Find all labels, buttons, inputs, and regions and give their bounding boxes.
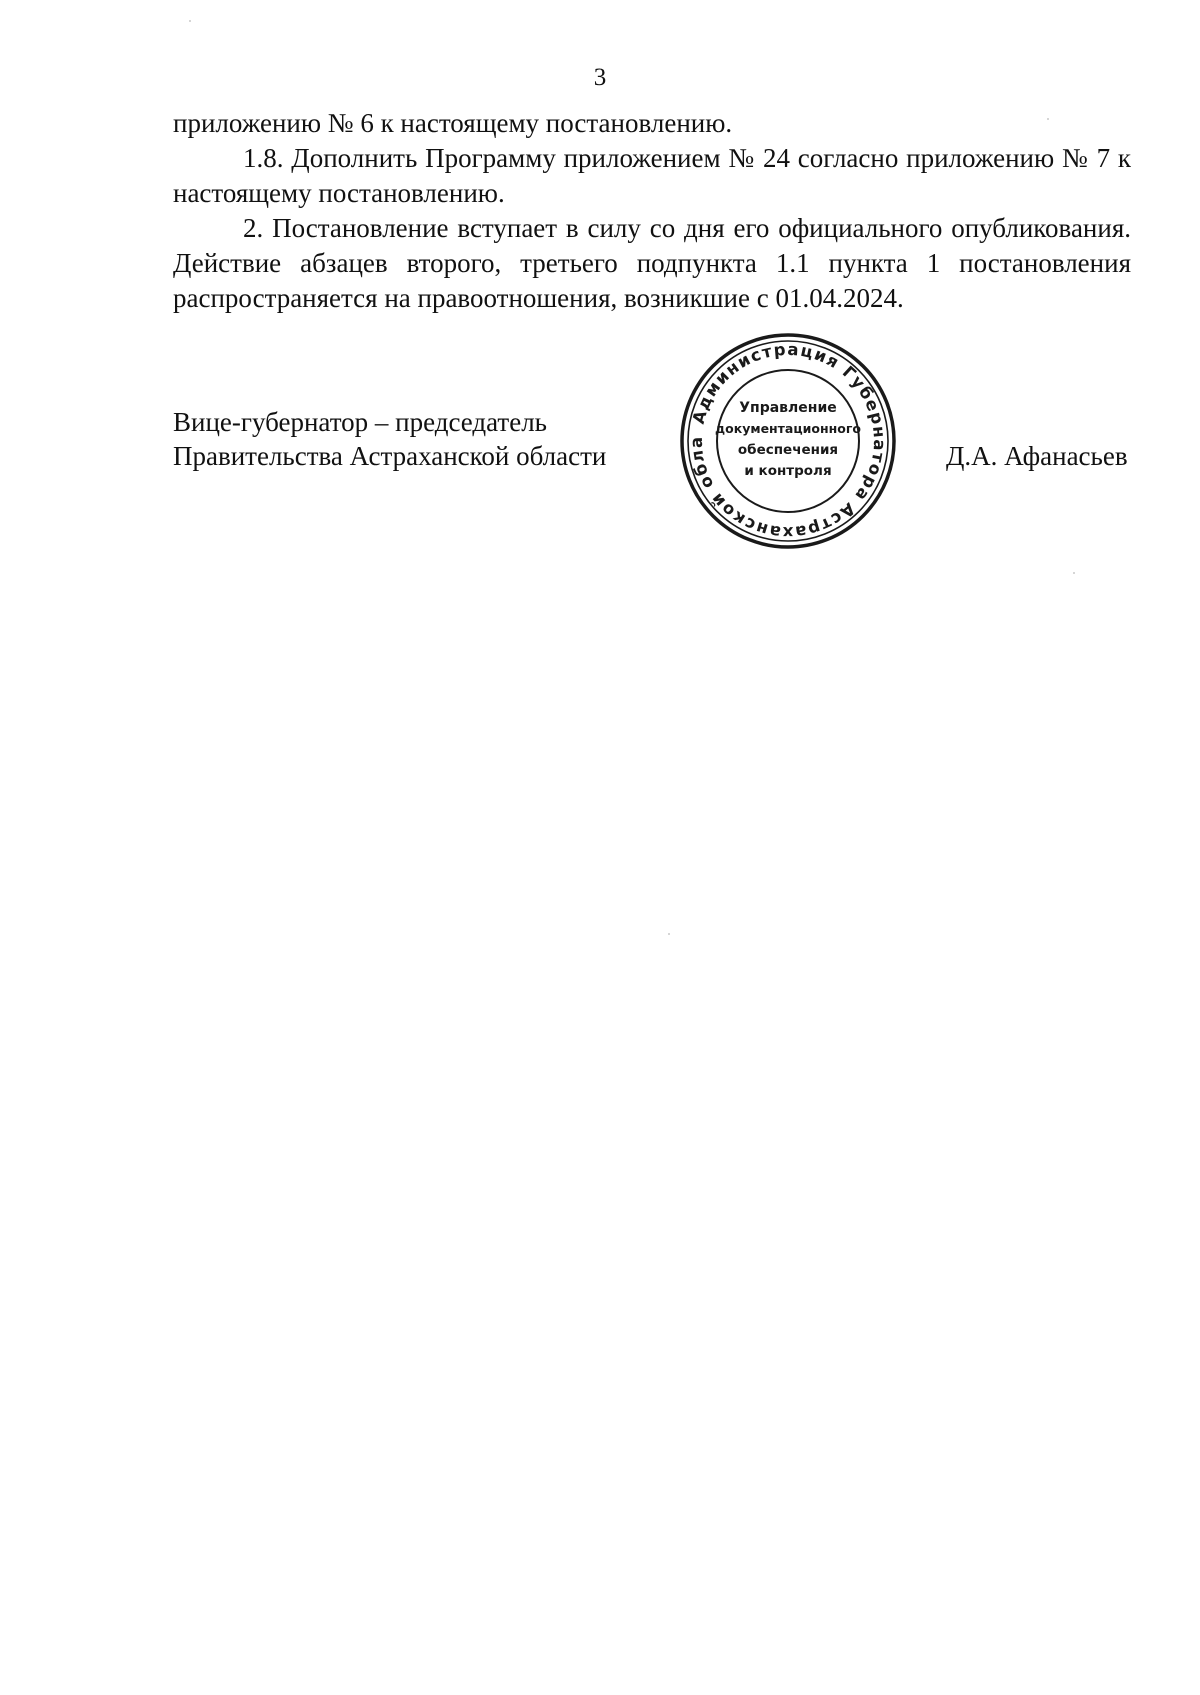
seal-center-line-4: и контроля	[744, 463, 832, 479]
scan-speck	[1073, 572, 1075, 574]
signatory-position-line-2: Правительства Астраханской области	[173, 441, 607, 471]
signatory-name: Д.А. Афанасьев	[946, 441, 1128, 471]
seal-center-line-2: документационного	[715, 421, 861, 436]
official-seal-stamp	[677, 330, 899, 552]
scan-speck	[189, 20, 191, 22]
paragraph-item-1-8: 1.8. Дополнить Программу приложением № 24 согласно приложению № 7 к настоящему постановлению.	[173, 143, 1131, 208]
seal-center-line-3: обеспечения	[737, 442, 839, 458]
signatory-position-line-1: Вице-губернатор – председатель	[173, 407, 547, 437]
page-number: 3	[593, 64, 607, 91]
paragraph-item-2: 2. Постановление вступает в силу со дня его официального опубликования. Действие абзацев второго, третьего подпункта 1.1 пункта 1 постановления распространяется на правоотношения, возникшие с 01.04.2024.	[173, 213, 1131, 313]
document-body	[173, 106, 1131, 316]
seal-inner-ring	[717, 370, 859, 512]
scan-speck	[668, 933, 670, 935]
seal-outer-ring	[682, 335, 894, 547]
scan-speck	[1047, 118, 1049, 120]
signatory-position	[173, 405, 606, 473]
seal-ring-text: Администрация Губернатора Астраханской обла	[686, 339, 890, 543]
seal-graphic	[677, 330, 899, 552]
seal-center-line-1: Управление	[739, 400, 837, 416]
paragraph-continuation: приложению № 6 к настоящему постановлению.	[173, 108, 733, 138]
